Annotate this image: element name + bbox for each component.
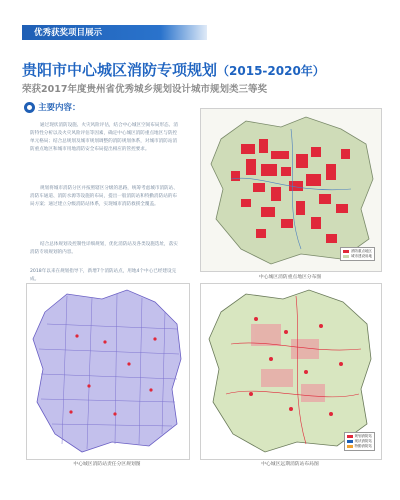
content-paragraph-3: 结合总体规划及控制性详细规划，优化消防站及各类设施选址，落实消防专项规划的内容。 (30, 242, 178, 255)
content-paragraph-2: 规划将城市消防分区并按照辖区分级的思路，统筹考虑城市消防站、消防车通道、消防水源等设施的布局，提出一般消防站和特勤消防站的布局方案；通过建立分级消防站体系，实现城市消防救援全覆盖。 (30, 186, 178, 207)
banner-label: 优秀获奖项目展示 (34, 28, 103, 38)
content-paragraph-4: 2018年以来在规划指导下，新增7个消防站点，用地4个中心已经建设完成。 (30, 269, 177, 282)
legend-item: 规划消防站 (354, 434, 372, 438)
map-key-areas (200, 108, 382, 272)
award-subtitle: 荣获2017年度贵州省优秀城乡规划设计城市规划类三等奖 (22, 84, 267, 95)
legend-item: 特勤消防站 (354, 444, 372, 448)
bullet-circle-icon (24, 102, 35, 113)
page-title-years: （2015-2020年） (217, 64, 325, 78)
legend-item: 消防重点地区 (351, 249, 372, 253)
map-key-areas-caption: 中心城区消防重点地区分布图 (258, 275, 322, 280)
map-responsibility-zones (26, 283, 190, 460)
map-responsibility-zones-graphic (27, 284, 189, 459)
page-title-main: 贵阳市中心城区消防专项规划 (22, 61, 218, 79)
map-responsibility-zones-caption: 中心城区消防站责任分区规划图 (73, 462, 141, 467)
map-station-layout (200, 283, 382, 460)
banner (22, 25, 207, 40)
legend-item: 现状消防站 (354, 439, 372, 443)
map-station-layout-caption: 中心城区远期消防站布局图 (261, 462, 319, 467)
page-title (22, 59, 392, 80)
legend-item: 城市建设用地 (351, 254, 372, 258)
content-paragraph-1: 通过现状消防设施、火灾风险评估，结合中心城区空间布局形态、消防特性分析以及火灾风险评估等因素，确定中心城区消防重点地区与防控单元格局；结合总规划及城市规划调整的消防规划体系，对城市消防站消防重点地区和城市用地消防安全布局提出相应的管控要求。 (30, 123, 178, 152)
section-heading-label: 主要内容： (38, 103, 81, 113)
map-key-areas-legend (340, 247, 375, 261)
map-station-layout-legend (344, 432, 376, 451)
section-heading (24, 100, 81, 114)
